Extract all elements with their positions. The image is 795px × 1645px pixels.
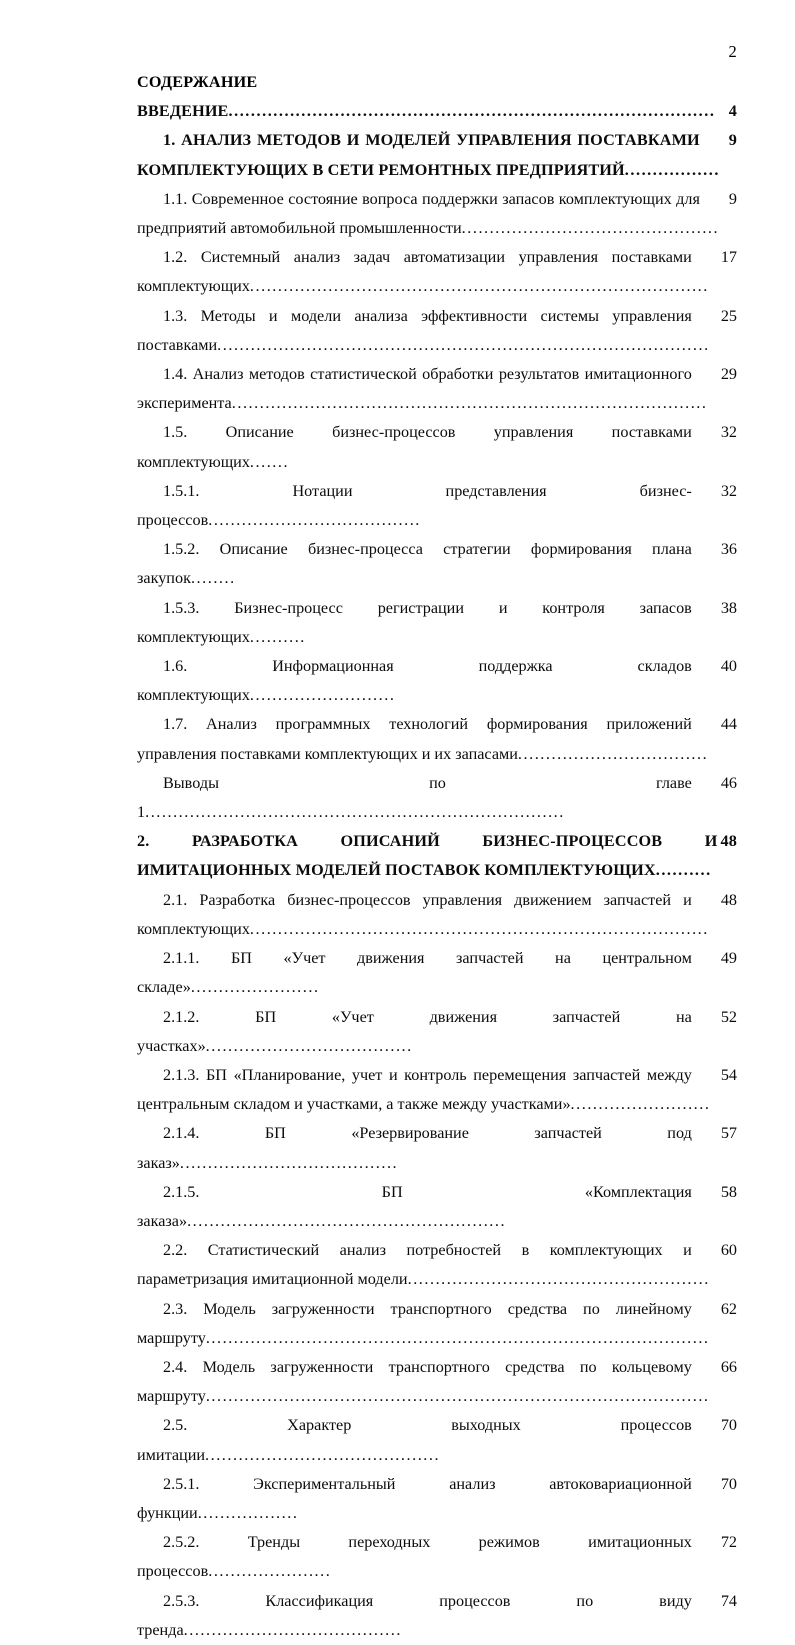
toc-entry[interactable]: [137, 185, 737, 243]
toc-leader-dots: ......................: [208, 1562, 332, 1581]
toc-leader-dots: .....................................: [205, 1036, 413, 1055]
toc-leader-dots: .........................: [570, 1095, 711, 1114]
toc-leader-dots: .......................: [190, 978, 320, 997]
toc-entry[interactable]: [137, 97, 737, 126]
toc-page-number: 38: [692, 594, 737, 623]
toc-page-number: 58: [692, 1178, 737, 1207]
toc-leader-dots: ..................: [197, 1503, 299, 1522]
toc-entry[interactable]: [137, 710, 737, 768]
contents-heading: СОДЕРЖАНИЕ: [137, 73, 258, 91]
toc-page-number: 66: [692, 1353, 737, 1382]
toc-entry[interactable]: [137, 1587, 737, 1645]
toc-entry[interactable]: [137, 1119, 737, 1177]
toc-entry[interactable]: [137, 126, 737, 184]
toc-entry-label: ВВЕДЕНИЕ: [137, 102, 229, 121]
toc-leader-dots: ..................................................................................: [249, 919, 709, 938]
toc-page-number: 48: [692, 886, 737, 915]
toc-entry-label: 2.1.4. БП «Резервирование запчастей под заказ»: [137, 1124, 692, 1172]
toc-page-number: 17: [692, 243, 737, 272]
toc-entry-label: 1.4. Анализ методов статистической обработки результатов имитационного эксперимента: [137, 365, 692, 413]
toc-leader-dots: ..........................................: [205, 1445, 441, 1464]
toc-page-number: 29: [692, 360, 737, 389]
toc-entry[interactable]: [137, 1411, 737, 1469]
toc-entry[interactable]: [137, 1236, 737, 1294]
toc-page-number: 32: [692, 477, 737, 506]
toc-page-number: 70: [692, 1411, 737, 1440]
toc-page-number: 36: [692, 535, 737, 564]
toc-entry[interactable]: [137, 827, 737, 885]
toc-leader-dots: ..........................: [249, 686, 396, 705]
toc-leader-dots: ........: [190, 569, 236, 588]
toc-entry[interactable]: [137, 769, 737, 827]
toc-entry-label: 1.3. Методы и модели анализа эффективности системы управления поставками: [137, 306, 692, 354]
toc-page-number: 48: [718, 827, 738, 856]
toc-leader-dots: ......................................: [208, 511, 421, 530]
toc-entry[interactable]: [137, 1003, 737, 1061]
toc-entry-label: Выводы по главе 1: [137, 773, 692, 822]
toc-leader-dots: .......................................................................................: [228, 102, 716, 121]
toc-entry[interactable]: [137, 243, 737, 301]
toc-entry-label: 2.1.3. БП «Планирование, учет и контроль перемещения запчастей между центральным складом и участками, а также между участками»: [137, 1065, 692, 1114]
toc-page-number: 74: [692, 1587, 737, 1616]
toc-page-number: 54: [692, 1061, 737, 1090]
toc-entry-label: 1.5.2. Описание бизнес-процесса стратегии формирования плана закупок: [137, 540, 692, 588]
toc-entry[interactable]: [137, 1353, 737, 1411]
table-of-contents: [137, 68, 737, 1645]
toc-entry[interactable]: [137, 1061, 737, 1119]
toc-page-number: 60: [692, 1236, 737, 1265]
toc-leader-dots: .......................................: [183, 1620, 402, 1639]
toc-entry[interactable]: [137, 1528, 737, 1586]
toc-leader-dots: ........................................................................................: [217, 335, 710, 354]
toc-page-number: 57: [692, 1119, 737, 1148]
toc-entry-label: 2.1.1. БП «Учет движения запчастей на центральном складе»: [137, 949, 692, 997]
toc-entry-label: 1.5.1. Нотации представления бизнес-процессов: [137, 481, 692, 530]
toc-page-number: 9: [700, 185, 737, 214]
toc-entry-label: 2.1.5. БП «Комплектация заказа»: [137, 1182, 692, 1230]
toc-leader-dots: .................: [624, 160, 720, 179]
toc-entry[interactable]: [137, 1470, 737, 1528]
toc-entry[interactable]: [137, 1178, 737, 1236]
toc-page-number: 44: [692, 710, 737, 739]
toc-leader-dots: .......................................: [179, 1153, 399, 1172]
toc-entry-label: 2.5.3. Классификация процессов по виду тренда: [137, 1591, 692, 1639]
toc-entry-label: 2.1. Разработка бизнес-процессов управления движением запчастей и комплектующих: [137, 890, 692, 938]
toc-entry[interactable]: [137, 594, 737, 652]
toc-entry[interactable]: [137, 535, 737, 593]
toc-entry-label: 1.7. Анализ программных технологий формирования приложений управления поставками комплектующих и их запасами: [137, 715, 692, 763]
page-number: 2: [728, 42, 737, 61]
toc-page-number: 49: [692, 944, 737, 973]
toc-entry[interactable]: [137, 477, 737, 535]
toc-entry-label: 1.1. Современное состояние вопроса поддержки запасов комплектующих для предприятий автомобильной промышленности: [137, 189, 700, 238]
toc-entry-label: 2.3. Модель загруженности транспортного средства по линейному маршруту: [137, 1299, 692, 1347]
toc-leader-dots: ......................................................: [407, 1270, 710, 1289]
toc-page-number: 4: [726, 97, 737, 126]
toc-page-number: 40: [692, 652, 737, 681]
toc-entry[interactable]: [137, 418, 737, 476]
toc-leader-dots: ..........................................................................................: [205, 1328, 710, 1347]
toc-entry-label: 1.6. Информационная поддержка складов комплектующих: [137, 657, 692, 705]
toc-leader-dots: ...........................................................................: [145, 803, 565, 822]
toc-entry-label: 2.5.1. Экспериментальный анализ автоковариационной функции: [137, 1474, 692, 1522]
toc-leader-dots: .........................................................: [187, 1211, 507, 1230]
toc-entry-list: [137, 97, 737, 1645]
toc-leader-dots: ..........: [655, 861, 712, 880]
toc-entry-label: 1. АНАЛИЗ МЕТОДОВ И МОДЕЛЕЙ УПРАВЛЕНИЯ ПОСТАВКАМИ КОМПЛЕКТУЮЩИХ В СЕТИ РЕМОНТНЫХ ПРЕДПРИЯТИЙ: [137, 131, 700, 179]
toc-entry-label: 2.5.2. Тренды переходных режимов имитационных процессов: [137, 1533, 692, 1581]
toc-leader-dots: ..........................................................................................: [205, 1387, 710, 1406]
toc-entry-label: 2.4. Модель загруженности транспортного средства по кольцевому маршруту: [137, 1357, 692, 1406]
toc-entry-label: 2.2. Статистический анализ потребностей в комплектующих и параметризация имитационной модели: [137, 1241, 692, 1289]
toc-entry[interactable]: [137, 886, 737, 944]
toc-entry-label: 2.1.2. БП «Учет движения запчастей на участках»: [137, 1007, 692, 1055]
toc-page-number: 25: [692, 302, 737, 331]
toc-page-number: 70: [692, 1470, 737, 1499]
toc-entry[interactable]: [137, 1295, 737, 1353]
toc-entry[interactable]: [137, 302, 737, 360]
toc-entry-label: 1.5.3. Бизнес-процесс регистрации и контроля запасов комплектующих: [137, 598, 692, 646]
toc-leader-dots: ..................................: [517, 744, 709, 763]
toc-leader-dots: ..........: [249, 627, 306, 646]
toc-leader-dots: .......: [249, 452, 290, 471]
toc-entry[interactable]: [137, 944, 737, 1002]
toc-entry-label: 1.5. Описание бизнес-процессов управления поставками комплектующих: [137, 423, 692, 471]
toc-page-number: 32: [692, 418, 737, 447]
toc-leader-dots: ..................................................................................: [249, 277, 709, 296]
toc-page-number: 62: [692, 1295, 737, 1324]
toc-entry-label: 2. РАЗРАБОТКА ОПИСАНИЙ БИЗНЕС-ПРОЦЕССОВ И ИМИТАЦИОННЫХ МОДЕЛЕЙ ПОСТАВОК КОМПЛЕКТУЮЩИХ: [137, 832, 718, 880]
toc-entry-label: 1.2. Системный анализ задач автоматизации управления поставками комплектующих: [137, 248, 692, 296]
toc-leader-dots: ..............................................: [461, 219, 720, 238]
toc-leader-dots: .....................................................................................: [231, 394, 708, 413]
toc-page-number: 46: [692, 769, 737, 798]
toc-page-number: 52: [692, 1003, 737, 1032]
toc-entry[interactable]: [137, 652, 737, 710]
toc-page-number: 72: [692, 1528, 737, 1557]
toc-page-number: 9: [700, 126, 737, 155]
toc-entry-label: 2.5. Характер выходных процессов имитации: [137, 1416, 692, 1464]
toc-entry[interactable]: [137, 360, 737, 418]
